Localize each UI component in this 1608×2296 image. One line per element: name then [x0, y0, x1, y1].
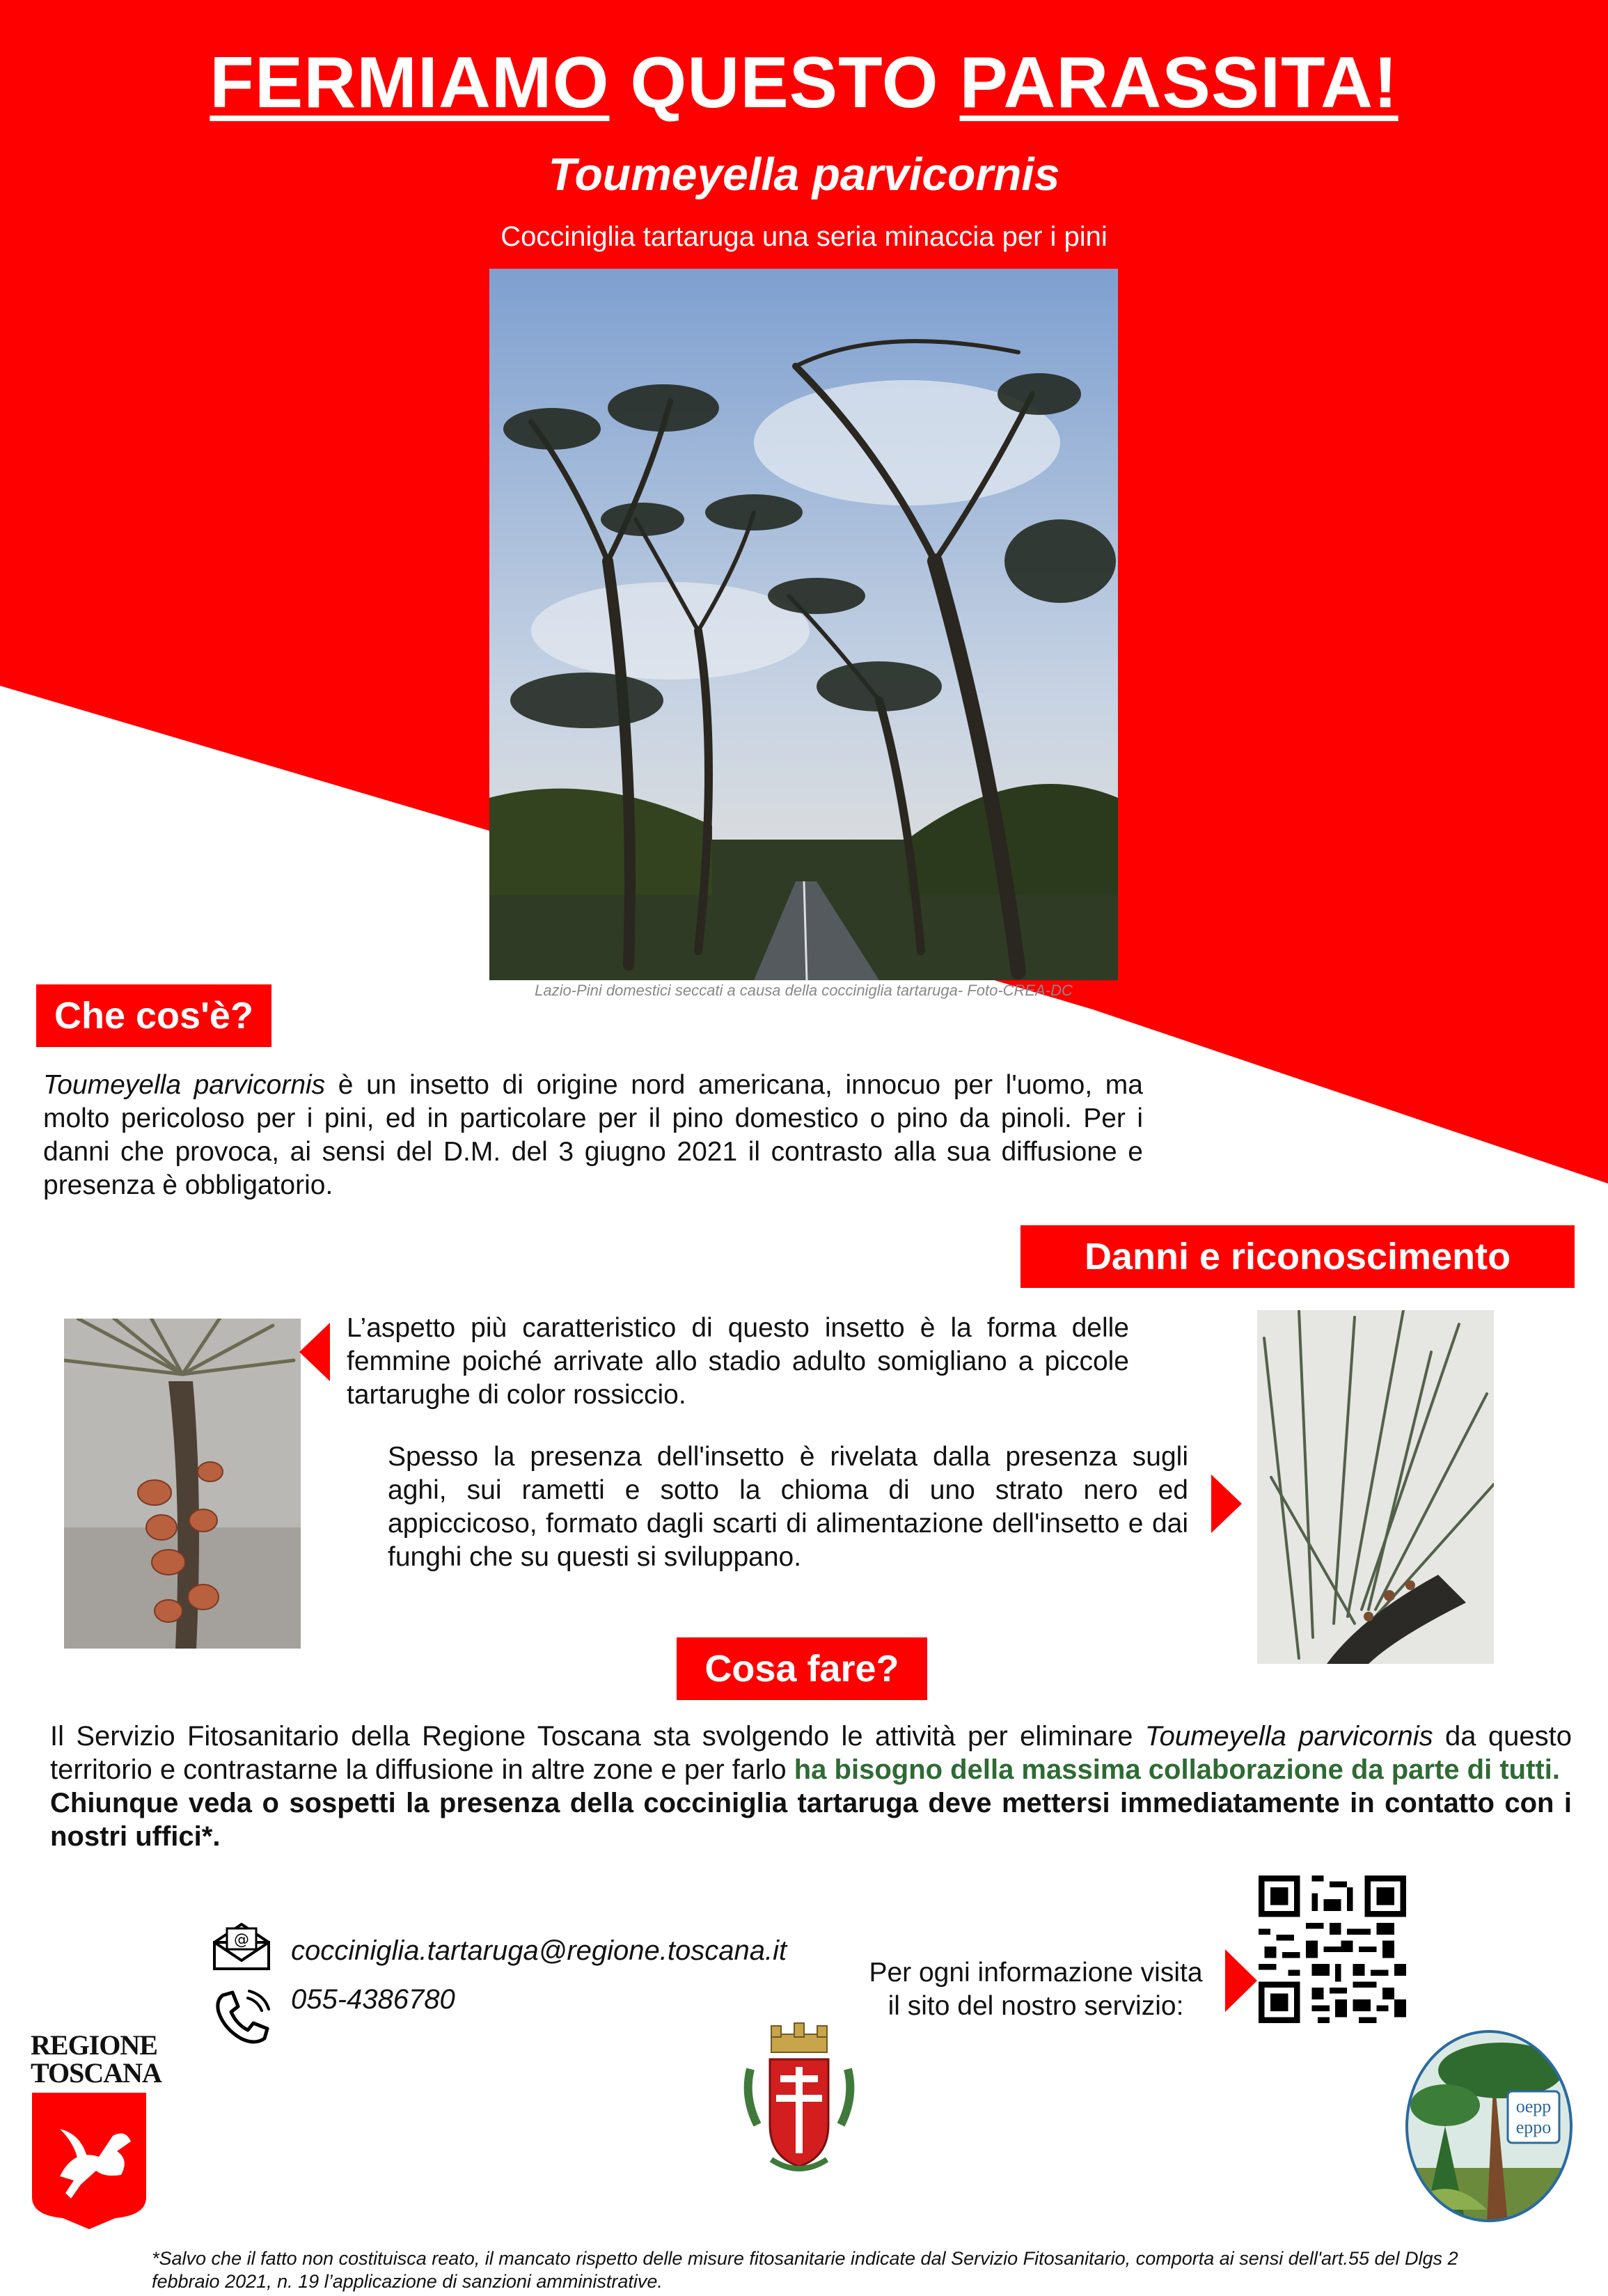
collaboration-highlight: ha bisogno della massima collaborazione da parte di tutti.: [794, 1754, 1560, 1785]
arrow-right-icon: [1225, 1949, 1257, 2012]
intro-paragraph: Toumeyella parvicornis è un insetto di origine nord americana, innocuo per l'uomo, ma molto pericoloso per i pini, ed in particolare per il pino domestico o pino da pinoli. Per i danni che provoca, ai sensi del D.M. del 3 giugno 2021 il contrasto alla sua diffusione e presenza è obbligatorio.: [43, 1070, 1143, 1200]
arrow-right-icon: [1211, 1475, 1242, 1533]
tagline: Cocciniglia tartaruga una seria minaccia per i pini: [500, 221, 1108, 252]
aspect-paragraph: L’aspetto più caratteristico di questo insetto è la forma delle femmine poiché arrivate allo stadio adulto somigliano a piccole tartarughe di color rossiccio.: [347, 1313, 1129, 1410]
website-info: Per ogni informazione visita il sito del nostro servizio:: [869, 1958, 1203, 2021]
envelope-icon: [212, 1921, 271, 1970]
qr-code[interactable]: [1259, 1876, 1406, 2023]
pine-road-photo: [489, 269, 1118, 980]
insect-closeup-photo: [64, 1319, 301, 1649]
todo-paragraph: Il Servizio Fitosanitario della Regione Toscana sta svolgendo le attività per eliminare Toumeyella parvicornis da questo territorio e contrastarne la diffusione in altre zone e per farlo ha bisogno della massima collaborazione da parte di tutti. Chiunque veda o sospetti la presenza della cocciniglia tartaruga deve mettersi immediatamente in contatto con i nostri uffici*.: [50, 1721, 1572, 1852]
regione-toscana-pegasus-logo: [32, 2093, 146, 2229]
sooty-mold-photo: [1257, 1310, 1494, 1664]
presence-paragraph: Spesso la presenza dell'insetto è rivelata dalla presenza sugli aghi, sui rametti e sotto la chioma di uno strato nero ed appiccicoso, formato dagli scarti di alimentazione dell'insetto e dai funghi che su questi si sviluppano.: [388, 1442, 1188, 1572]
heading-damage: Danni e riconoscimento: [1020, 1225, 1575, 1288]
species-name: Toumeyella parvicornis: [1144, 1721, 1433, 1752]
svg-text:@: @: [234, 1931, 249, 1949]
arrow-left-icon: [299, 1323, 330, 1381]
regione-toscana-wordmark: REGIONE TOSCANA: [31, 2029, 161, 2089]
svg-text:eppo: eppo: [1515, 2117, 1552, 2137]
heading-todo: Cosa fare?: [677, 1637, 927, 1700]
species-name: Toumeyella parvicornis: [43, 1070, 326, 1100]
phone-icon: [213, 1988, 271, 2047]
svg-text:oepp: oepp: [1515, 2096, 1552, 2116]
contact-appeal: Chiunque veda o sospetti la presenza della cocciniglia tartaruga deve mettersi immediatamente in contatto con i nostri uffici*.: [50, 1788, 1572, 1852]
eppo-logo: [1403, 2029, 1575, 2224]
heading-what: Che cos'è?: [36, 984, 271, 1047]
phone-number[interactable]: 055-4386780: [291, 1984, 455, 2015]
email-address[interactable]: cocciniglia.tartaruga@regione.toscana.it: [291, 1935, 787, 1966]
species-subtitle: Toumeyella parvicornis: [548, 148, 1060, 200]
photo-caption: Lazio-Pini domestici seccati a causa della cocciniglia tartaruga- Foto-CREA-DC: [535, 982, 1073, 999]
municipal-coat-of-arms: [730, 2020, 869, 2186]
main-title: FERMIAMO QUESTO PARASSITA!: [210, 42, 1398, 123]
legal-footnote: *Salvo che il fatto non costituisca reato, il mancato rispetto delle misure fitosanitarie indicate dal Servizio Fitosanitario, comporta ai sensi dell'art.55 del Dlgs 2 febbraio 2021, n. 19 l’applicazione di sanzioni amministrative.: [152, 2248, 1458, 2292]
